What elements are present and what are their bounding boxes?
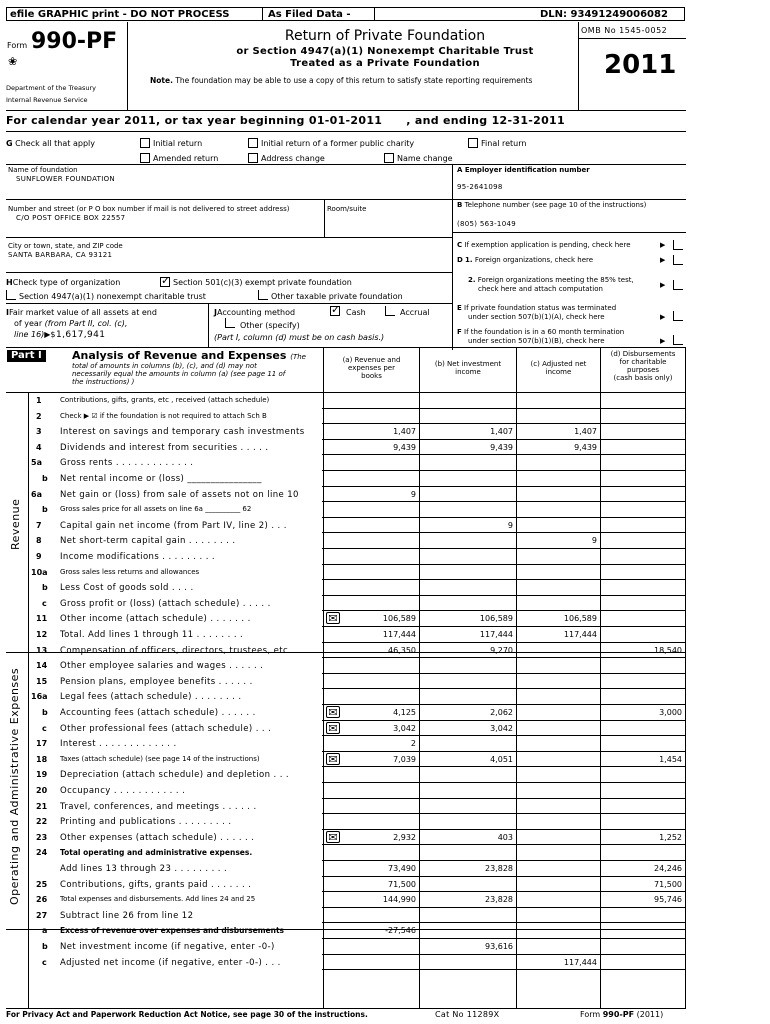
line-number: 21 [36,801,48,811]
line-number: 1 [36,396,42,405]
amount-col-d: 1,252 [659,832,682,842]
name-change-label: Name change [397,154,453,163]
line-description: Other expenses (attach schedule) . . . . . . [60,832,255,843]
line-description: Accounting fees (attach schedule) . . . . . . [60,708,256,718]
line-number: 14 [36,661,48,671]
ein-label: A Employer identification number [457,166,590,174]
row-divider [322,876,686,877]
line-number: 16a [31,692,48,702]
cash-method-checkbox[interactable] [330,306,340,316]
amended-return-label: Amended return [153,154,219,163]
amount-col-b: 3,042 [490,723,513,733]
item-d2-checkbox[interactable] [673,280,683,290]
row-divider [322,579,686,580]
line-description: Net investment income (if negative, enter -0-) [60,942,275,952]
line-number: 13 [36,645,48,655]
item-e-checkbox[interactable] [673,311,683,321]
item-e-label: E If private foundation status was terminated [457,304,617,312]
row-divider [322,595,686,596]
row-divider [322,766,686,767]
part-i-title: Analysis of Revenue and Expenses (The [72,349,306,362]
line-number: c [42,723,47,733]
as-filed-banner: As Filed Data - [268,9,351,20]
line-description: Printing and publications . . . . . . . . . [60,817,232,828]
line-description: Subtract line 26 from line 12 [60,910,194,921]
address-change-checkbox[interactable] [248,153,258,163]
line-number: 23 [36,832,48,842]
line-description: Travel, conferences, and meetings . . . . . . [60,801,257,812]
amount-col-a: 106,589 [382,614,416,624]
line-number: 12 [36,630,48,639]
row-divider [322,860,686,861]
line-number: 5a [31,458,42,468]
amount-col-a: 117,444 [382,630,416,639]
row-divider [322,751,686,752]
item-f-arrow-icon: ▶ [660,337,666,345]
i-label-2: of year (from Part II, col. (c), [14,319,128,328]
line-number: 20 [36,786,48,795]
line-number: 27 [36,910,48,920]
line-description: Gross profit or (loss) (attach schedule) . . . . . [60,598,271,609]
line-number: 7 [36,520,42,530]
line-number: b [42,942,48,951]
attachment-icon[interactable]: ✉ [326,831,340,843]
row-divider [322,704,686,705]
row-divider [322,610,686,611]
attachment-icon[interactable]: ✉ [326,722,340,734]
line-description: Other employee salaries and wages . . . . . . [60,661,264,672]
item-f-checkbox[interactable] [673,335,683,345]
final-return-checkbox[interactable] [468,138,478,148]
amount-col-b: 2,062 [490,708,513,717]
attachment-icon[interactable]: ✉ [326,706,340,718]
line-description: Income modifications . . . . . . . . . [60,552,215,562]
calendar-year-line: For calendar year 2011, or tax year beginning 01-01-2011 , and ending 12-31-2011 [6,114,565,127]
row-divider [322,564,686,565]
row-divider [322,922,686,923]
line-number: 15 [36,676,48,686]
item-d1-arrow-icon: ▶ [660,256,666,264]
omb-number: OMB No 1545-0052 [581,26,668,35]
j-label: JAccounting method [214,308,296,317]
amount-col-b: 23,828 [485,895,513,905]
row-divider [322,688,686,689]
line-number: 6a [31,489,42,499]
form-note: Note. The foundation may be able to use a copy of this return to satisfy state reporting requirements [150,76,533,85]
amount-col-c: 106,589 [563,614,597,624]
tax-year: 2011 [604,50,677,80]
accrual-method-checkbox[interactable] [385,306,395,316]
item-f-label: F If the foundation is in a 60 month termination [457,328,625,336]
amount-col-b: 117,444 [479,630,513,639]
line-number: a [42,926,48,936]
street-address: C/O POST OFFICE BOX 22557 [16,214,126,222]
form-subtitle-2: Treated as a Private Foundation [290,58,480,69]
amount-col-d: 18,540 [654,645,682,655]
row-divider [322,782,686,783]
amount-col-a: 71,500 [388,879,416,889]
row-divider [322,735,686,736]
department-label: Department of the Treasury [6,84,97,92]
line-description: Other income (attach schedule) . . . . . . . [60,614,251,625]
form-number: 990-PF [31,29,118,54]
row-divider [322,501,686,502]
line-description: Interest . . . . . . . . . . . . . [60,739,177,750]
accrual-method-label: Accrual [400,308,430,317]
cash-method-label: Cash [346,308,366,317]
line-description: Adjusted net income (if negative, enter -0-) . . . [60,957,281,968]
part-i-note-3: the instructions) ) [72,378,135,386]
line-description: Total. Add lines 1 through 11 . . . . . . . . [60,630,244,640]
line-number: 26 [36,895,48,905]
row-divider [322,408,686,409]
j-note: (Part I, column (d) must be on cash basis.) [214,333,385,342]
line-description: Check ▶ ☑ if the foundation is not required to attach Sch B [60,411,267,420]
name-change-checkbox[interactable] [384,153,394,163]
item-d2-label-2: check here and attach computation [478,285,603,293]
line-description: Legal fees (attach schedule) . . . . . . . . [60,692,242,703]
line-number: 17 [36,739,48,749]
amount-col-b: 4,051 [490,754,513,764]
line-number: 4 [36,442,42,452]
row-divider [322,829,686,830]
line-number: 19 [36,770,48,780]
g-label: G Check all that apply [6,139,95,148]
amount-col-d: 24,246 [654,864,682,873]
amount-col-b: 93,616 [485,942,513,951]
part-i-badge: Part I [7,350,46,362]
efile-banner: efile GRAPHIC print - DO NOT PROCESS [10,9,230,20]
initial-former-charity-label: Initial return of a former public charity [261,139,415,148]
amount-col-d: 3,000 [659,708,682,717]
line-description: Depreciation (attach schedule) and depletion . . . [60,770,290,781]
row-divider [322,454,686,455]
item-c-checkbox[interactable] [673,240,683,250]
i-label: IFair market value of all assets at end [6,308,157,317]
row-divider [322,470,686,471]
h-label: HCheck type of organization [6,278,121,287]
city-value: SANTA BARBARA, CA 93121 [8,251,113,259]
line-number: 22 [36,817,48,827]
part-i-note-1: total of amounts in columns (b), (c), and (d) may not [72,362,257,370]
row-divider [322,673,686,674]
amount-col-d: 95,746 [654,895,682,905]
row-divider [322,548,686,549]
amount-col-a: 9,439 [393,442,416,452]
line-description: Excess of revenue over expenses and disbursements [60,926,285,936]
row-divider [322,423,686,424]
footer-privacy-notice: For Privacy Act and Paperwork Reduction Act Notice, see page 30 of the instructions. [6,1010,368,1019]
line-description: Dividends and interest from securities . . . . . [60,442,269,453]
amount-col-a: 3,042 [393,723,416,733]
form-subtitle-1: or Section 4947(a)(1) Nonexempt Charitable Trust [236,46,534,57]
amount-col-a: 7,039 [393,754,416,764]
amount-col-a: 2 [410,739,416,749]
row-divider [322,813,686,814]
initial-former-charity-checkbox[interactable] [248,138,258,148]
amount-col-a: 1,407 [393,427,416,437]
telephone-label: B Telephone number (see page 10 of the instructions) [457,201,647,209]
line-description: Total expenses and disbursements. Add lines 24 and 25 [60,895,256,904]
line-description: Interest on savings and temporary cash investments [60,427,305,438]
line-description: Occupancy . . . . . . . . . . . . [60,786,186,796]
amount-col-a: -27,546 [385,926,416,936]
section-4947-label: Section 4947(a)(1) nonexempt charitable trust [19,292,206,301]
item-d1-label: D 1. Foreign organizations, check here [457,256,594,264]
line-description: Less Cost of goods sold . . . . [60,583,194,594]
item-c-label: C If exemption application is pending, check here [457,241,631,249]
row-divider [322,954,686,955]
line-description: Gross sales less returns and allowances [60,567,200,576]
amount-col-d: 71,500 [654,879,682,889]
amount-col-b: 1,407 [490,427,513,437]
room-suite-label: Room/suite [327,205,367,213]
col-b-header: (b) Net investment income [434,360,502,377]
item-d2-arrow-icon: ▶ [660,281,666,289]
line-number: c [42,957,47,967]
line-description: Total operating and administrative expenses. [60,848,253,858]
row-divider [322,844,686,845]
row-divider [322,891,686,892]
amount-col-c: 117,444 [563,957,597,967]
line-description: Pension plans, employee benefits . . . . . . [60,676,253,687]
line-description: Compensation of officers, directors, trustees, etc [60,645,289,656]
amount-col-c: 1,407 [574,427,597,437]
item-d2-label: 2. Foreign organizations meeting the 85% test, [468,276,634,284]
line-number: 9 [36,552,42,561]
row-divider [322,439,686,440]
initial-return-checkbox[interactable] [140,138,150,148]
line-number: b [42,505,48,515]
fmv-value: 1,617,941 [56,330,106,340]
amount-col-a: 4,125 [393,708,416,717]
line-number: 3 [36,427,42,437]
line-number: 2 [36,411,42,421]
line-description: Contributions, gifts, grants, etc , received (attach schedule) [60,396,270,404]
name-of-foundation-label: Name of foundation [8,166,78,174]
initial-return-label: Initial return [153,139,203,148]
row-divider [322,642,686,643]
line-description: Net gain or (loss) from sale of assets not on line 10 [60,489,299,500]
i-label-3: line 16)▶$ [14,330,56,339]
amount-col-b: 403 [497,832,513,842]
city-label: City or town, state, and ZIP code [8,242,123,250]
amount-col-b: 9 [507,520,513,530]
line-description: Capital gain net income (from Part IV, line 2) . . . [60,520,287,531]
row-divider [322,517,686,518]
line-number: b [42,474,48,483]
row-divider [322,486,686,487]
line-description: Net rental income or (loss) ________________ [60,474,262,484]
item-f-label-2: under section 507(b)(1)(B), check here [468,337,605,345]
amount-col-b: 9,270 [490,645,513,655]
section-501c3-checkbox[interactable] [160,277,170,287]
col-d-header: (d) Disbursements for charitable purposes (cash basis only) [610,350,676,383]
amount-col-a: 73,490 [388,864,416,873]
line-description: Add lines 13 through 23 . . . . . . . . . [60,864,228,874]
amount-col-a: 2,932 [393,832,416,842]
line-description: Gross rents . . . . . . . . . . . . . [60,458,194,469]
other-method-label: Other (specify) [240,321,300,330]
row-divider [322,532,686,533]
telephone-value: (805) 563-1049 [457,220,516,228]
amount-col-a: 9 [410,489,416,499]
expenses-side-label: Operating and Administrative Expenses [8,667,21,905]
col-c-header: (c) Adjusted net income [530,360,587,377]
line-number: 10a [31,567,48,577]
irs-eagle-icon: ❀ [8,55,18,68]
row-divider [322,657,686,658]
item-c-arrow-icon: ▶ [660,241,666,249]
footer-cat-no: Cat No 11289X [435,1010,500,1019]
other-taxable-checkbox[interactable] [258,290,268,300]
amount-col-c: 9 [591,536,597,546]
amended-return-checkbox[interactable] [140,153,150,163]
attachment-icon[interactable]: ✉ [326,612,340,624]
form-title: Return of Private Foundation [284,28,486,44]
street-label: Number and street (or P O box number if mail is not delivered to street address) [8,205,290,213]
line-number: 8 [36,536,42,546]
col-a-header: (a) Revenue and expenses per books [342,356,401,381]
address-change-label: Address change [261,154,325,163]
line-number: 11 [36,614,48,624]
row-divider [322,720,686,721]
line-description: Net short-term capital gain . . . . . . . . [60,536,236,547]
amount-col-a: 144,990 [382,895,416,905]
footer-form-id: Form 990-PF (2011) [580,1010,664,1019]
dln-banner: DLN: 93491249006082 [540,9,668,20]
line-description: Contributions, gifts, grants paid . . . . . . . [60,879,252,890]
line-description: Taxes (attach schedule) (see page 14 of the instructions) [60,754,260,763]
line-number: 24 [36,848,48,858]
section-501c3-label: Section 501(c)(3) exempt private foundation [173,278,352,287]
row-divider [322,938,686,939]
attachment-icon[interactable]: ✉ [326,753,340,765]
line-description: Gross sales price for all assets on line 6a __________ 62 [60,505,252,514]
line-number: b [42,583,48,593]
final-return-label: Final return [481,139,527,148]
line-number: b [42,708,48,717]
row-divider [322,907,686,908]
item-d1-checkbox[interactable] [673,255,683,265]
section-4947-checkbox[interactable] [6,290,16,300]
ein-value: 95-2641098 [457,183,503,191]
row-divider [322,798,686,799]
item-e-label-2: under section 507(b)(1)(A), check here [468,313,605,321]
amount-col-d: 1,454 [659,754,682,764]
amount-col-c: 117,444 [563,630,597,639]
line-number: c [42,598,47,608]
line-number: 25 [36,879,48,889]
amount-col-b: 9,439 [490,442,513,452]
amount-col-a: 46,350 [388,645,416,655]
amount-col-b: 106,589 [479,614,513,624]
amount-col-b: 23,828 [485,864,513,873]
row-divider [322,626,686,627]
amount-col-c: 9,439 [574,442,597,452]
other-method-checkbox[interactable] [225,318,235,328]
other-taxable-label: Other taxable private foundation [271,292,403,301]
line-number: 18 [36,754,48,764]
foundation-name: SUNFLOWER FOUNDATION [16,175,115,183]
item-e-arrow-icon: ▶ [660,313,666,321]
row-divider [322,969,686,970]
form-prefix: Form [7,41,28,50]
part-i-note-2: necessarily equal the amounts in column (a) (see page 11 of [72,370,286,378]
irs-label: Internal Revenue Service [6,96,88,104]
line-description: Other professional fees (attach schedule) . . . [60,723,272,734]
revenue-side-label: Revenue [9,498,22,550]
